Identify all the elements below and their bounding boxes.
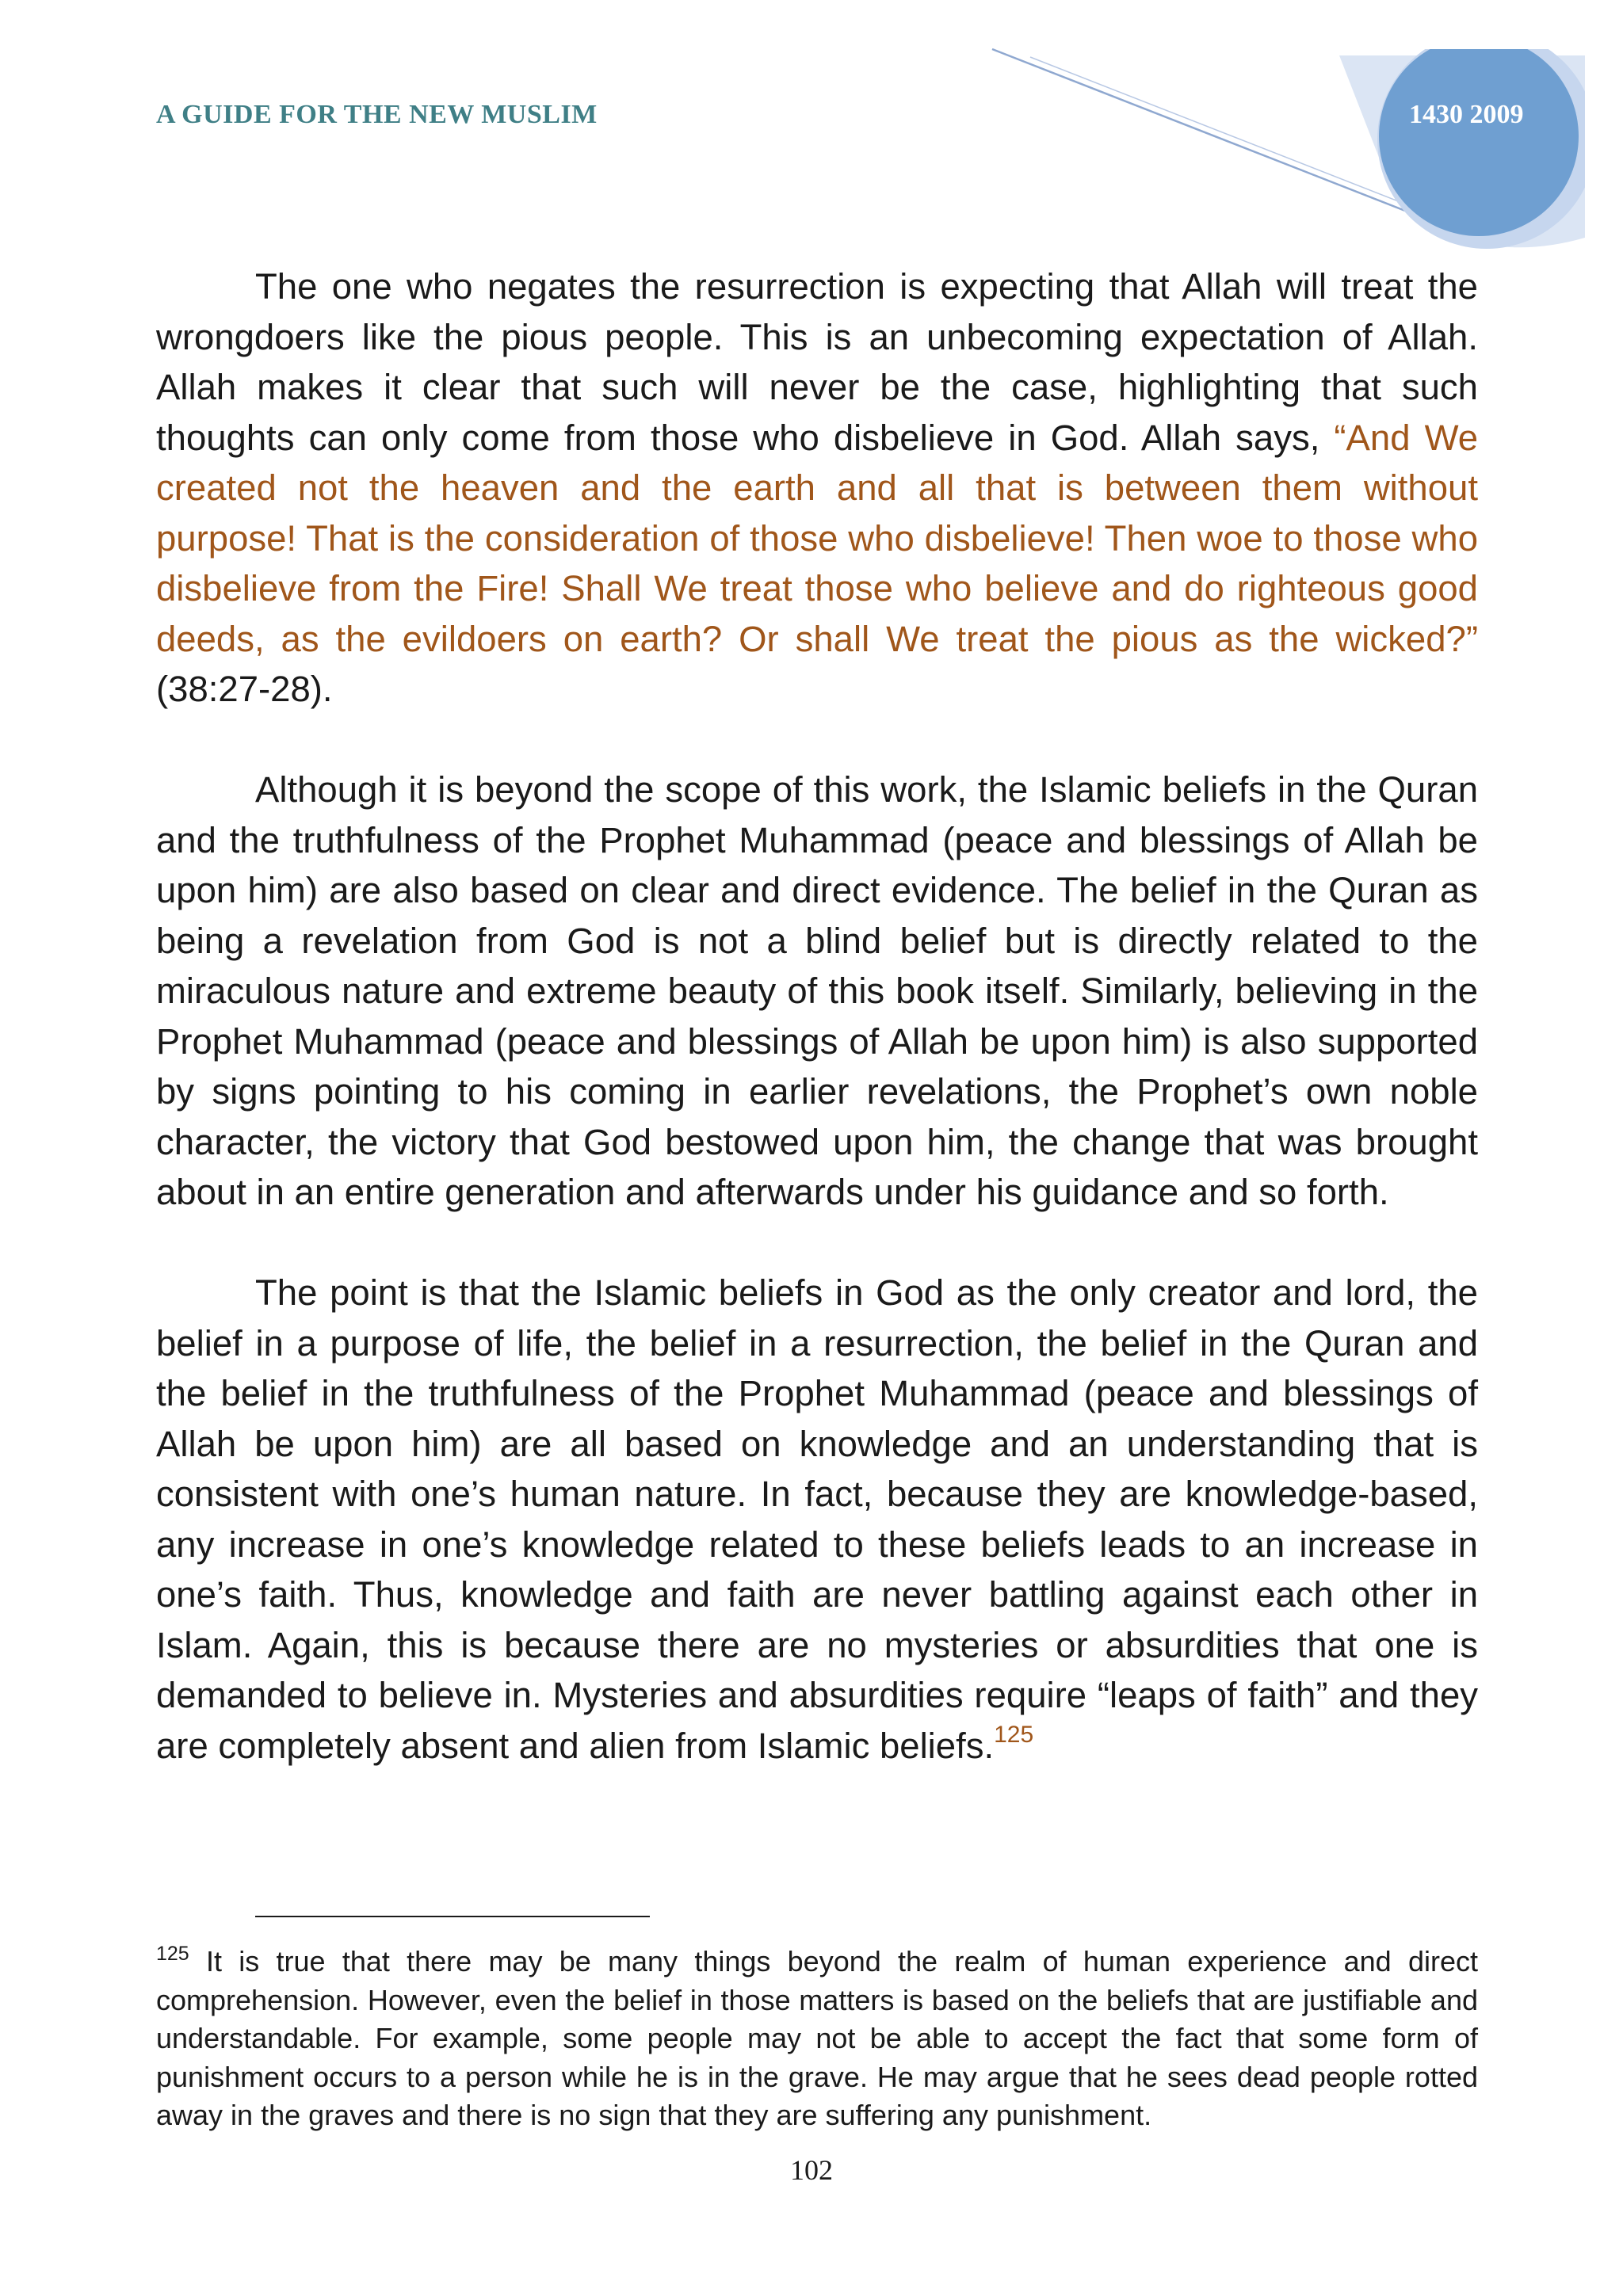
footnote-text: It is true that there may be many things beyond the realm of human experience and direct comprehension. However, even the belief in those matters is based on the beliefs that are justifiable and understandable. For example, some people may not be able to accept the fact that some form of punishment occurs to a person while he is in the grave. He may argue that he sees dead people rotted away in the graves and there is no sign that they are suffering any punishment. [156, 1945, 1478, 2131]
footnote [156, 1943, 1478, 2135]
paragraph-1-text: The one who negates the resurrection is expecting that Allah will treat the wrongdoers like the pious people. This is an unbecoming expectation of Allah. Allah makes it clear that such will never be the case, highlighting that such thoughts can only come from those who disbelieve in God. Allah says, [156, 266, 1478, 458]
header-circle [1379, 36, 1579, 236]
header-decoration [0, 0, 1623, 269]
paragraph-3-text: The point is that the Islamic beliefs in God as the only creator and lord, the belief in a purpose of life, the belief in a resurrection, the belief in the Quran and the belief in the truthfulness of the Prophet Muhammad (peace and blessings of Allah be upon him) are all based on knowledge and an understanding that is consistent with one’s human nature. In fact, because they are knowledge-based, any increase in one’s knowledge related to these beliefs leads to an increase in one’s faith. Thus, knowledge and faith are never battling against each other in Islam. Again, this is because there are no mysteries or absurdities that one is demanded to believe in. Mysteries and absurdities require “leaps of faith” and they are completely absent and alien from Islamic beliefs. [156, 1272, 1478, 1766]
footnote-separator [255, 1916, 650, 1917]
header-title: A GUIDE FOR THE NEW MUSLIM [156, 100, 598, 129]
paragraph-2: Although it is beyond the scope of this work, the Islamic beliefs in the Quran and the truthfulness of the Prophet Muhammad (peace and blessings of Allah be upon him) are also based on clear and direct evidence. The belief in the Quran as being a revelation from God is not a blind belief but is directly related to the miraculous nature and extreme beauty of this book itself. Similarly, believing in the Prophet Muhammad (peace and blessings of Allah be upon him) is also supported by signs pointing to his coming in earlier revelations, the Prophet’s own noble character, the victory that God bestowed upon him, the change that was brought about in an entire generation and afterwards under his guidance and so forth. [156, 769, 1478, 1212]
quote-citation: (38:27-28). [156, 669, 333, 709]
page-number: 102 [790, 2154, 833, 2186]
footnote-reference[interactable]: 125 [994, 1721, 1034, 1748]
header-year: 1430 2009 [1409, 100, 1524, 129]
paragraph-1 [156, 261, 1478, 715]
body-text [156, 261, 1478, 1821]
paragraph-3 [156, 1268, 1478, 1771]
footnote-number: 125 [156, 1943, 189, 1965]
header-top-mask [1331, 0, 1623, 49]
quran-quote: “And We created not the heaven and the earth and all that is between them without purpose! That is the consideration of those who disbelieve! Then woe to those who disbelieve from the Fire! Shall We treat those who believe and do righteous good deeds, as the evildoers on earth? Or shall We treat the pious as the wicked?” [156, 417, 1479, 659]
